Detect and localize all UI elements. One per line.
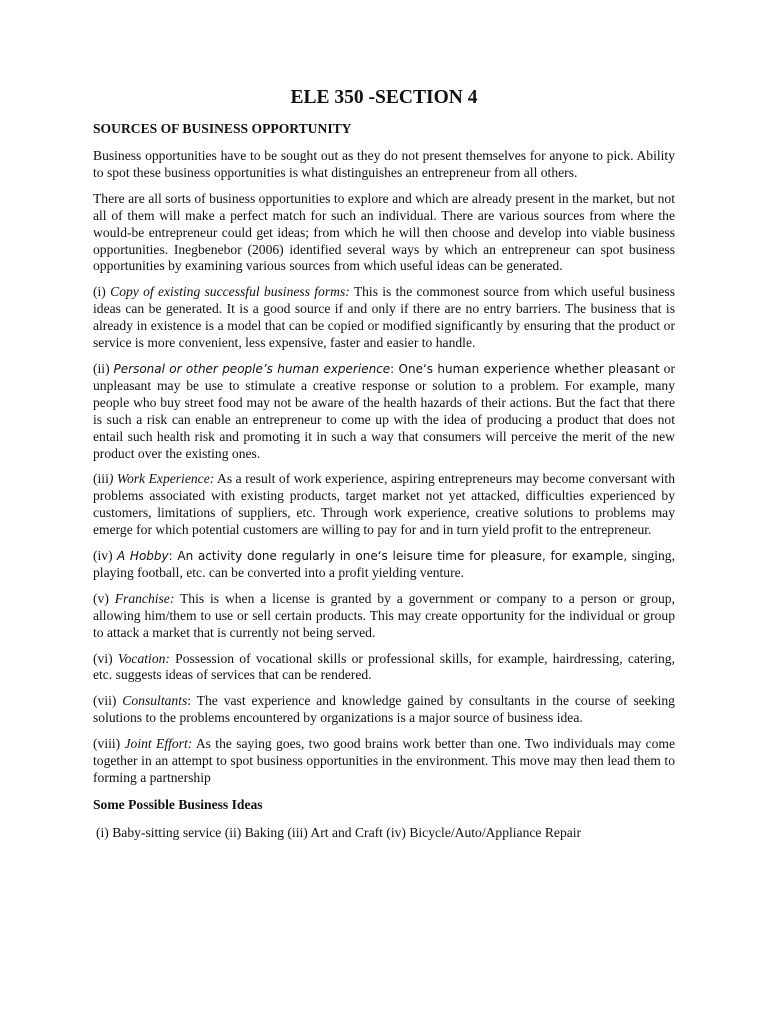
source-term: Copy of existing successful business forms: bbox=[110, 284, 350, 300]
document-page bbox=[93, 86, 675, 841]
source-description: As the saying goes, two good brains work better than one. Two individuals may come together in an attempt to spot business opportunities in the environment. This move may then lead them to forming a partnership bbox=[93, 736, 676, 785]
source-description: singing, playing football, etc. can be converted into a profit yielding venture. bbox=[93, 548, 675, 580]
intro-paragraph: There are all sorts of business opportunities to explore and which are already present in the market, but not all of them will make a perfect match for such an individual. There are various sources from where the would-be entrepreneur could get ideas; from which he will then choose and develop into viable business opportunities. Inegbenebor (2006) identified several ways by which an entrepreneur can spot business opportunities by examining various sources from which useful ideas can be generated. bbox=[93, 190, 675, 274]
source-term: ) Work Experience: bbox=[108, 471, 215, 487]
source-term: Vocation: bbox=[117, 650, 170, 666]
source-number: (ii) bbox=[93, 360, 114, 376]
source-item-joint-effort bbox=[93, 736, 675, 787]
source-item-vocation bbox=[93, 651, 675, 685]
source-item-franchise bbox=[93, 591, 675, 642]
source-item-consultants bbox=[93, 693, 675, 727]
source-item-hobby bbox=[93, 548, 675, 582]
source-description: This is when a license is granted by a government or company to a person or group, allowing him/them to use or sell certain products. This may create opportunity for the individual or group to attack a market that is currently not being served. bbox=[93, 590, 675, 640]
ideas-heading: Some Possible Business Ideas bbox=[93, 796, 263, 812]
source-term: A Hobby bbox=[116, 549, 169, 564]
source-item-copy bbox=[93, 284, 675, 352]
ideas-list: (i) Baby-sitting service (ii) Baking (iii) Art and Craft (iv) Bicycle/Auto/Appliance Repair bbox=[96, 824, 582, 840]
source-number: (vii) bbox=[93, 693, 123, 709]
source-number: (i) bbox=[93, 284, 111, 300]
source-description: This is the commonest source from which useful business ideas can be generated. It is a good source if and only if there are no entry barriers. The business that is already in existence is a model that can be copied or modified significantly by ensuring that the product or service is more convenient, less expensive, faster and easier to handle. bbox=[93, 284, 676, 351]
source-description: : The vast experience and knowledge gained by consultants in the course of seeking solutions to the problems encountered by organizations is a major source of business idea. bbox=[93, 693, 675, 726]
source-term: Consultants bbox=[122, 693, 188, 709]
source-number: (v) bbox=[93, 590, 115, 606]
source-item-work bbox=[93, 471, 675, 539]
source-number: (vi) bbox=[93, 650, 118, 666]
source-lead: : One‘s human experience whether pleasant bbox=[390, 361, 660, 376]
source-description: As a result of work experience, aspiring entrepreneurs may become conversant with problems associated with existing products, target market not yet attacked, difficulties experienced by customers, limitations of suppliers, etc. Through work experience, creative solutions to problems may emerge for which potential customers are willing to pay for and in turn yield profit to the entrepreneur. bbox=[93, 471, 675, 538]
source-term: Franchise: bbox=[114, 590, 175, 606]
intro-paragraph: Business opportunities have to be sought out as they do not present themselves for anyone to pick. Ability to spot these business opportunities is what distinguishes an entrepreneur from all others. bbox=[93, 148, 675, 180]
source-term: Joint Effort: bbox=[124, 736, 193, 752]
source-number: (viii) bbox=[93, 736, 125, 752]
section-heading: SOURCES OF BUSINESS OPPORTUNITY bbox=[93, 121, 352, 136]
source-description: Possession of vocational skills or professional skills, for example, hairdressing, catering, etc. suggests ideas of services that can be rendered. bbox=[93, 650, 675, 683]
source-term: Personal or other people’s human experience bbox=[113, 361, 391, 376]
source-number: (iv) bbox=[93, 548, 117, 564]
source-item-experience bbox=[93, 361, 675, 462]
source-number: (iii bbox=[93, 471, 109, 487]
page-title: ELE 350 -SECTION 4 bbox=[290, 87, 478, 108]
source-description: or unpleasant may be use to stimulate a creative response or solution to a problem. For example, many people who buy street food may not be aware of the health hazards of their actions. But the fact that there is such a risk can enable an entrepreneur to come up with the idea of producing a product that does not entail such health risk and promoting it in such a way that consumers will perceive the merit of the new product over the existing ones. bbox=[93, 360, 675, 461]
source-lead: : An activity done regularly in one‘s leisure time for pleasure, for example, bbox=[168, 549, 628, 564]
